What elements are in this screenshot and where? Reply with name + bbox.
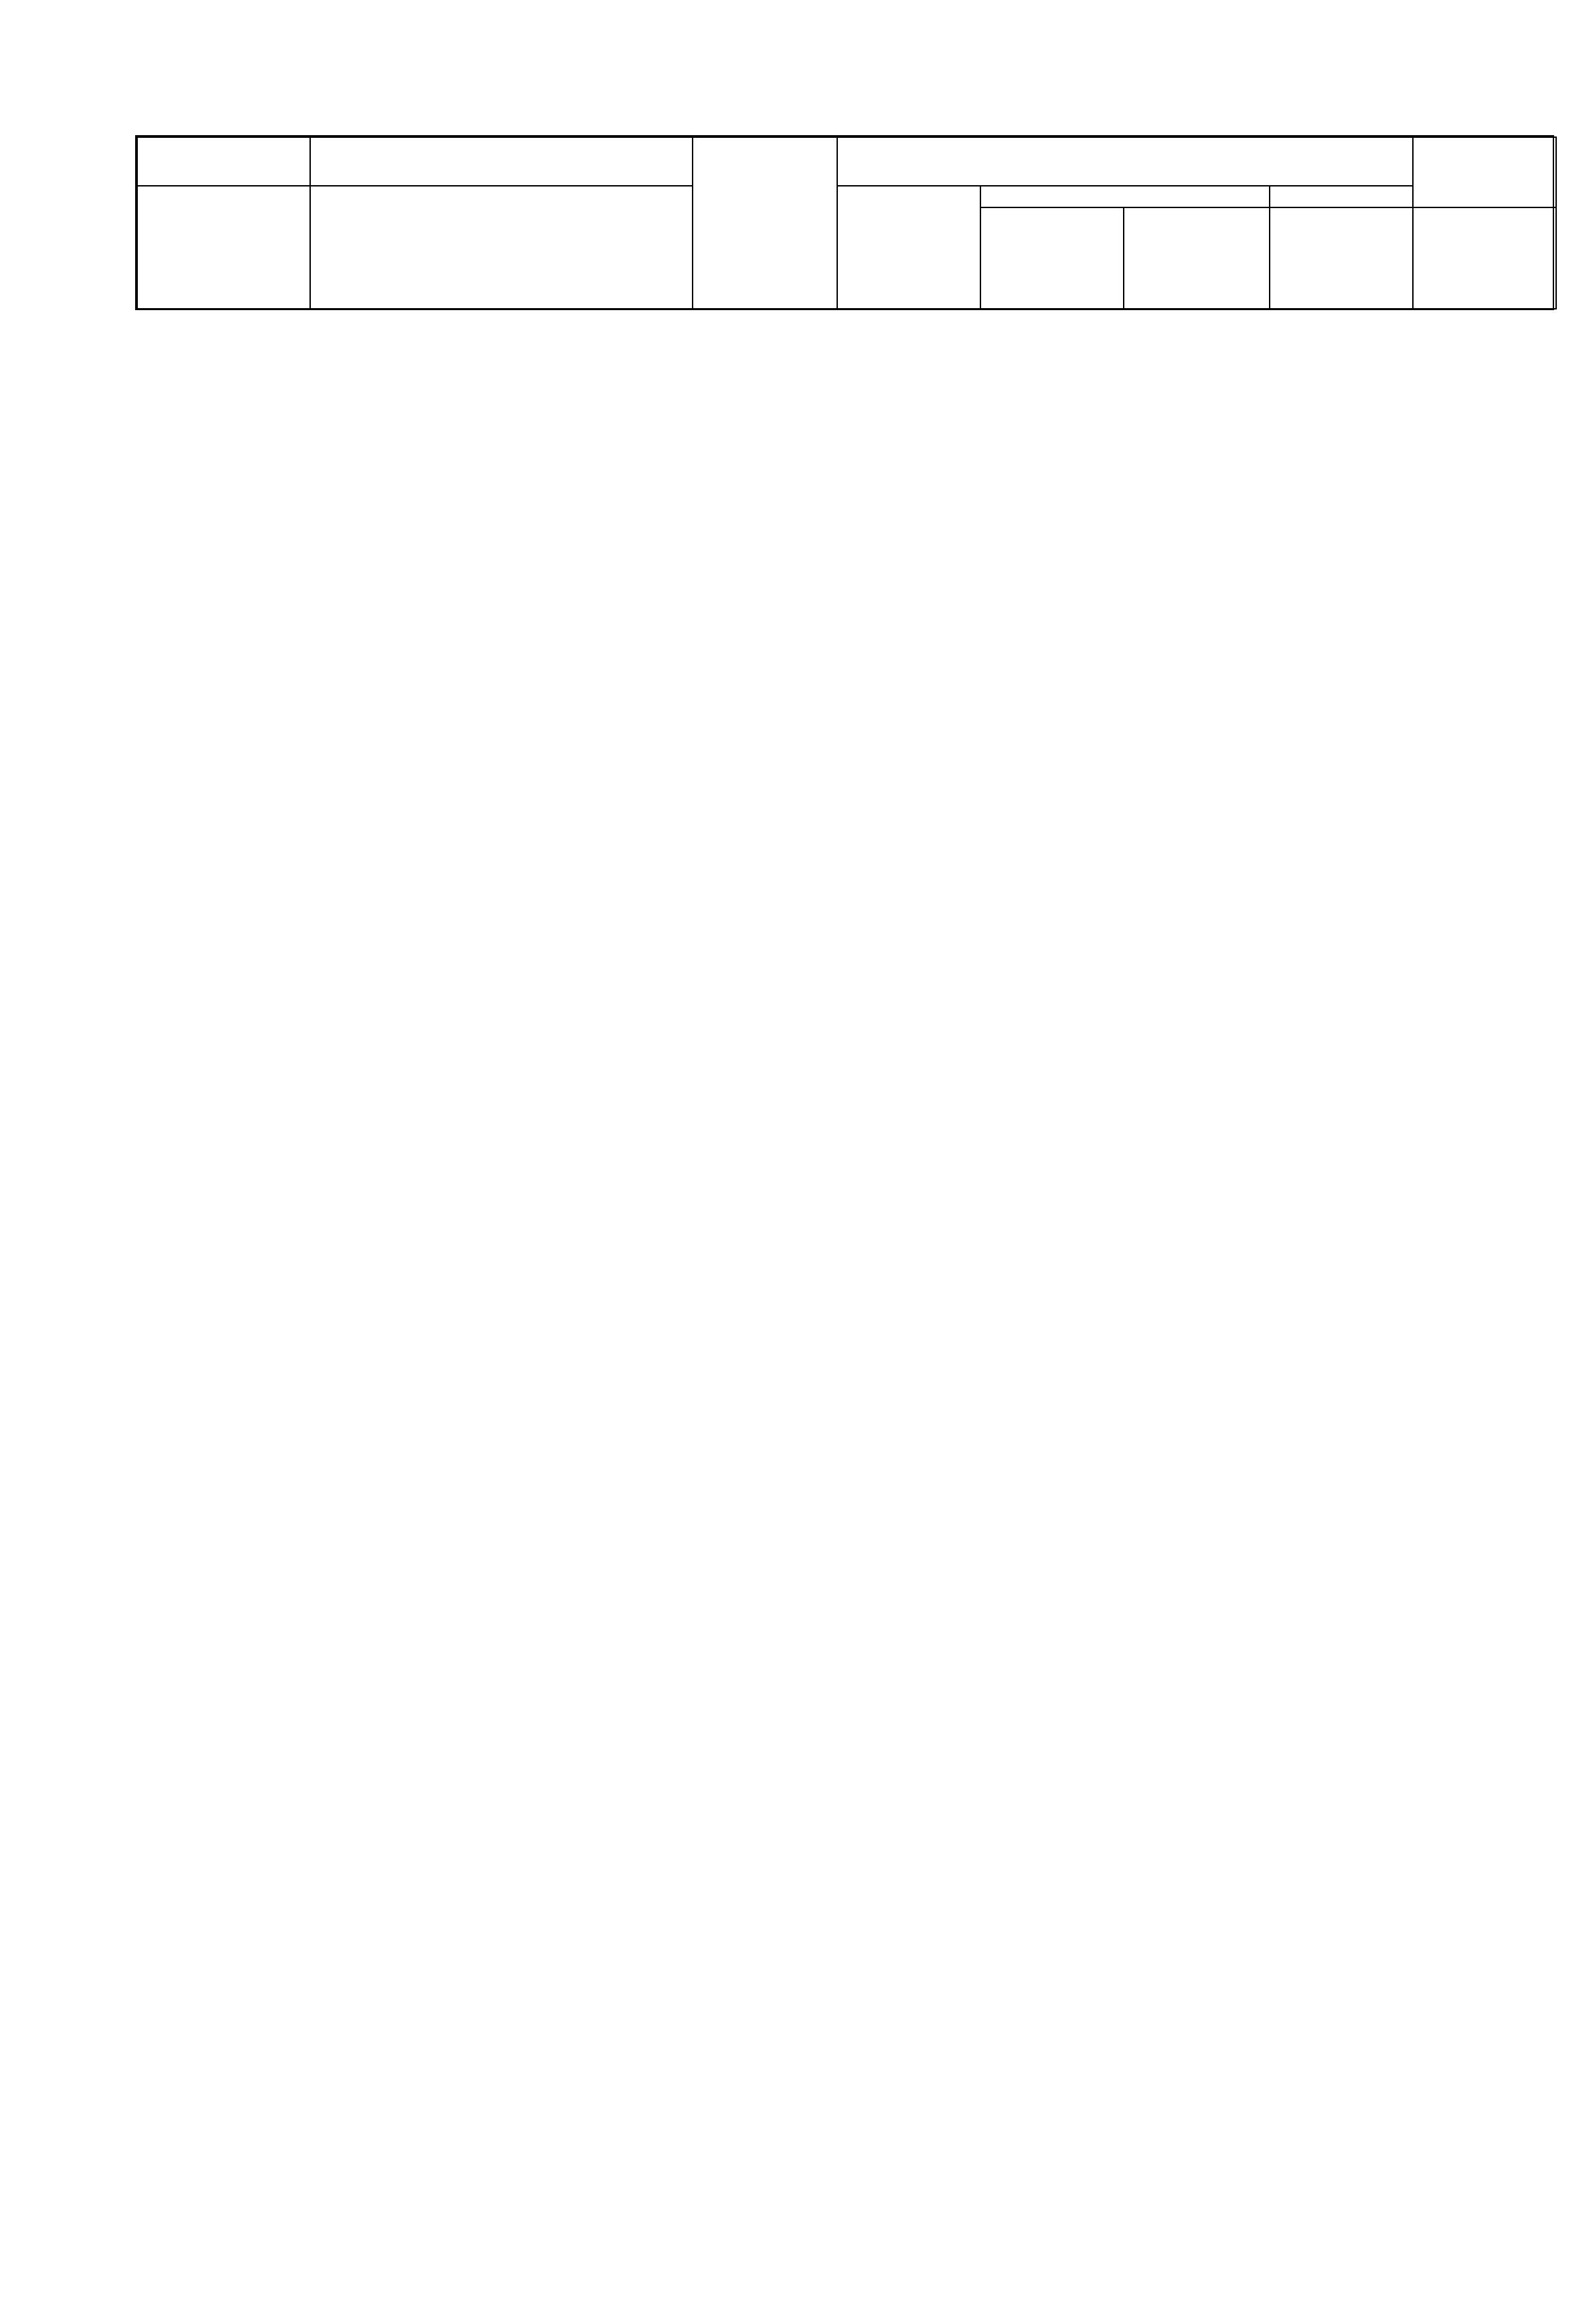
header-direct-costs bbox=[693, 137, 837, 309]
header-materials bbox=[1270, 186, 1413, 207]
price-table bbox=[135, 135, 1554, 310]
header-equipment-mass bbox=[1413, 207, 1556, 309]
header-material-codes bbox=[137, 186, 310, 309]
header-material-use bbox=[1270, 207, 1413, 309]
header-machines-total bbox=[980, 207, 1124, 309]
header-rate-numbers bbox=[137, 137, 310, 186]
header-including bbox=[837, 137, 1413, 186]
header-labor-pay bbox=[837, 186, 980, 309]
header-labor-hours bbox=[1413, 137, 1556, 207]
column-header-table bbox=[136, 136, 1557, 309]
header-machines bbox=[980, 186, 1270, 207]
header-material-names bbox=[310, 186, 693, 309]
header-machinist-pay bbox=[1124, 207, 1270, 309]
header-work-name bbox=[310, 137, 693, 186]
